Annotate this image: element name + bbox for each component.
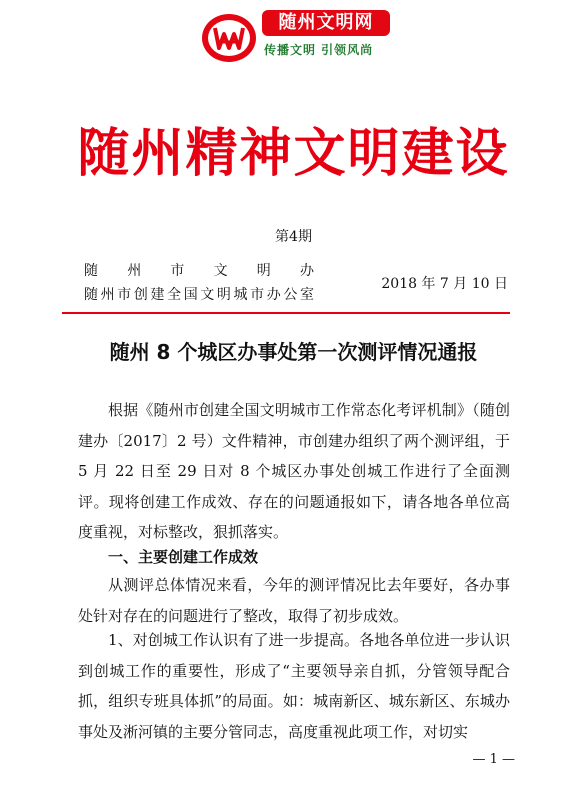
section-heading-1: 一、主要创建工作成效 bbox=[108, 548, 259, 566]
paragraph-overview: 从测评总体情况来看，今年的测评情况比去年要好，各办事处针对存在的问题进行了整改，取得了初步成效。 bbox=[78, 576, 510, 625]
site-logo bbox=[200, 6, 400, 64]
issue-number: 第4期 bbox=[275, 229, 312, 245]
page-number: — 1 — bbox=[472, 752, 515, 767]
issuer-line-1: 随州市文明办 bbox=[84, 263, 314, 279]
document-title: 随州 8 个城区办事处第一次测评情况通报 bbox=[109, 340, 478, 364]
paragraph-intro: 根据《随州市创建全国文明城市工作常态化考评机制》（随创建办〔2017〕2 号）文件精神，市创建办组织了两个测评组，于 5 月 22 日至 29 日对 8 个城区办事处创城工作进行了全面测评。现将创建工作成效、存在的问题通报如下，请各地各单位高度重视，对标整改，狠抓落实。 bbox=[78, 401, 510, 541]
header-divider bbox=[62, 312, 510, 314]
issue-date: 2018 年 7 月 10 日 bbox=[381, 276, 508, 292]
logo-site-name: 随州文明网 bbox=[262, 10, 390, 36]
masthead-title: 随州精神文明建设 bbox=[77, 123, 510, 184]
issuer-line-2: 随州市创建全国文明城市办公室 bbox=[84, 287, 314, 303]
logo-emblem-icon bbox=[200, 12, 258, 64]
paragraph-item-1: 1、对创城工作认识有了进一步提高。各地各单位进一步认识到创城工作的重要性，形成了“主要领导亲自抓，分管领导配合抓，组织专班具体抓”的局面。如：城南新区、城东新区、东城办事处及淅河镇的主要分管同志，高度重视此项工作，对切实 bbox=[78, 631, 510, 741]
logo-slogan: 传播文明 引领风尚 bbox=[264, 43, 374, 57]
